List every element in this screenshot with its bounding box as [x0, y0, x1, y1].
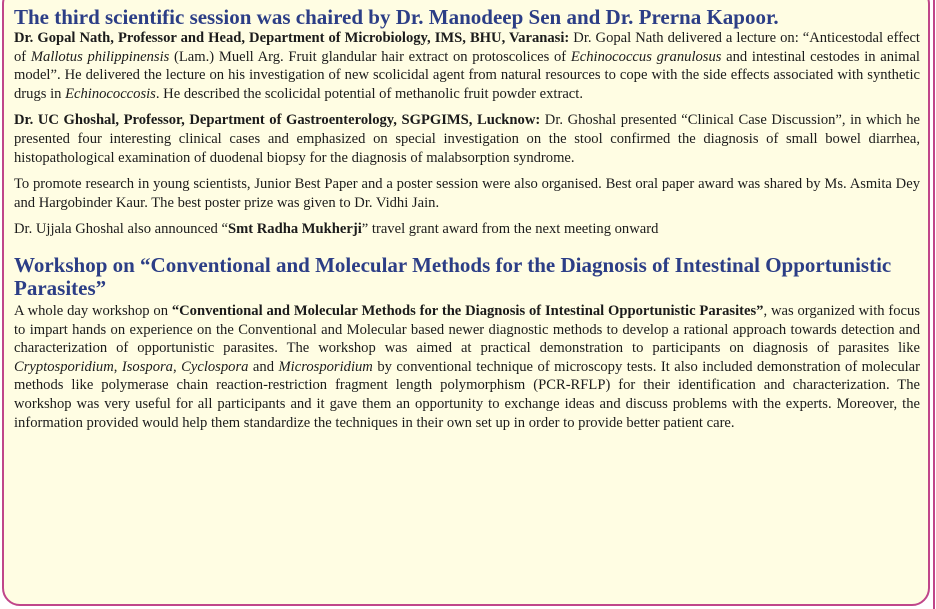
paragraph-travel-grant [14, 220, 920, 239]
text: by conventional technique of microscopy tests. It also included demonstration of molecular methods like polymerase chain reaction-restriction fragment length polymorphism (PCR-RFLP) for their identification and characterization. The workshop was very useful for all participants and it gave them an opportunity to exchange ideas and discuss problems with the experts. Moreover, the information provided would help them standardize the techniques in their own set up in order to provide better patient care. [14, 358, 921, 431]
text: and intestinal cestodes in animal model”. He delivered the lecture on his investigation of new scolicidal agent from natural resources to cope with the side effects associated with synthetic drugs in [14, 48, 920, 102]
parasite-name: Cyclospora [181, 358, 249, 375]
session-heading: The third scientific session was chaired by Dr. Manodeep Sen and Dr. Prerna Kapoor. [14, 5, 779, 29]
text: A whole day workshop on [14, 302, 172, 319]
text: Dr. Gopal Nath delivered a lecture on: “Anticestodal effect of [14, 30, 920, 65]
parasite-name: Cryptosporidium [14, 358, 114, 375]
grant-name: Smt Radha Mukherji [227, 221, 362, 238]
parasite-name: Microsporidium [278, 358, 373, 375]
text: and [248, 358, 279, 375]
speaker-uc-ghoshal: Dr. UC Ghoshal, Professor, Department of Gastroenterology, SGPGIMS, Lucknow: [14, 112, 541, 129]
workshop-title: “Conventional and Molecular Methods for the Diagnosis of Intestinal Opportunistic Parasites” [171, 302, 764, 319]
paragraph-workshop [14, 302, 920, 432]
text: Dr. Ujjala Ghoshal also announced “ [14, 221, 228, 238]
species-name: Echinococcus granulosus [570, 48, 722, 65]
species-name: Mallotus philippinensis [30, 48, 170, 65]
speaker-gopal-nath: Dr. Gopal Nath, Professor and Head, Department of Microbiology, IMS, BHU, Varanasi: [14, 30, 570, 46]
text: , was organized with focus to impart hands on experience on the Conventional and Molecular based newer diagnostic methods to develop a rational approach towards detection and characterization of opportunistic parasites. The workshop was aimed at practical demonstration to participants on diagnosis of parasites like [14, 302, 920, 357]
paragraph-uc-ghoshal [14, 111, 920, 167]
workshop-heading: Workshop on “Conventional and Molecular Methods for the Diagnosis of Intestinal Opportunistic Parasites” [14, 252, 892, 300]
page-edge-rule [933, 0, 935, 609]
paragraph-awards: To promote research in young scientists, Junior Best Paper and a poster session were also organised. Best oral paper award was shared by Ms. Asmita Dey and Hargobinder Kaur. The best poster prize was given to Dr. Vidhi Jain. [14, 176, 920, 211]
text: (Lam.) Muell Arg. Fruit glandular hair extract on protoscolices of [169, 48, 571, 65]
text: , [113, 358, 122, 375]
text: , [172, 358, 182, 375]
text: . He described the scolicidal potential of methanolic fruit powder extract. [155, 85, 583, 102]
disease-name: Echinococcosis [65, 85, 156, 102]
text: Dr. Ghoshal presented “Clinical Case Discussion”, in which he presented four interesting clinical cases and emphasized on special investigation on the stool confirmed the diagnosis of small bowel diarrhea, histopathological examination of duodenal biopsy for the diagnosis of malabsorption syndrome. [14, 112, 920, 166]
parasite-name: Isospora [121, 358, 173, 375]
text: ” travel grant award from the next meeting onward [361, 221, 659, 238]
paragraph-gopal-nath [14, 29, 920, 103]
article-body [14, 6, 920, 432]
